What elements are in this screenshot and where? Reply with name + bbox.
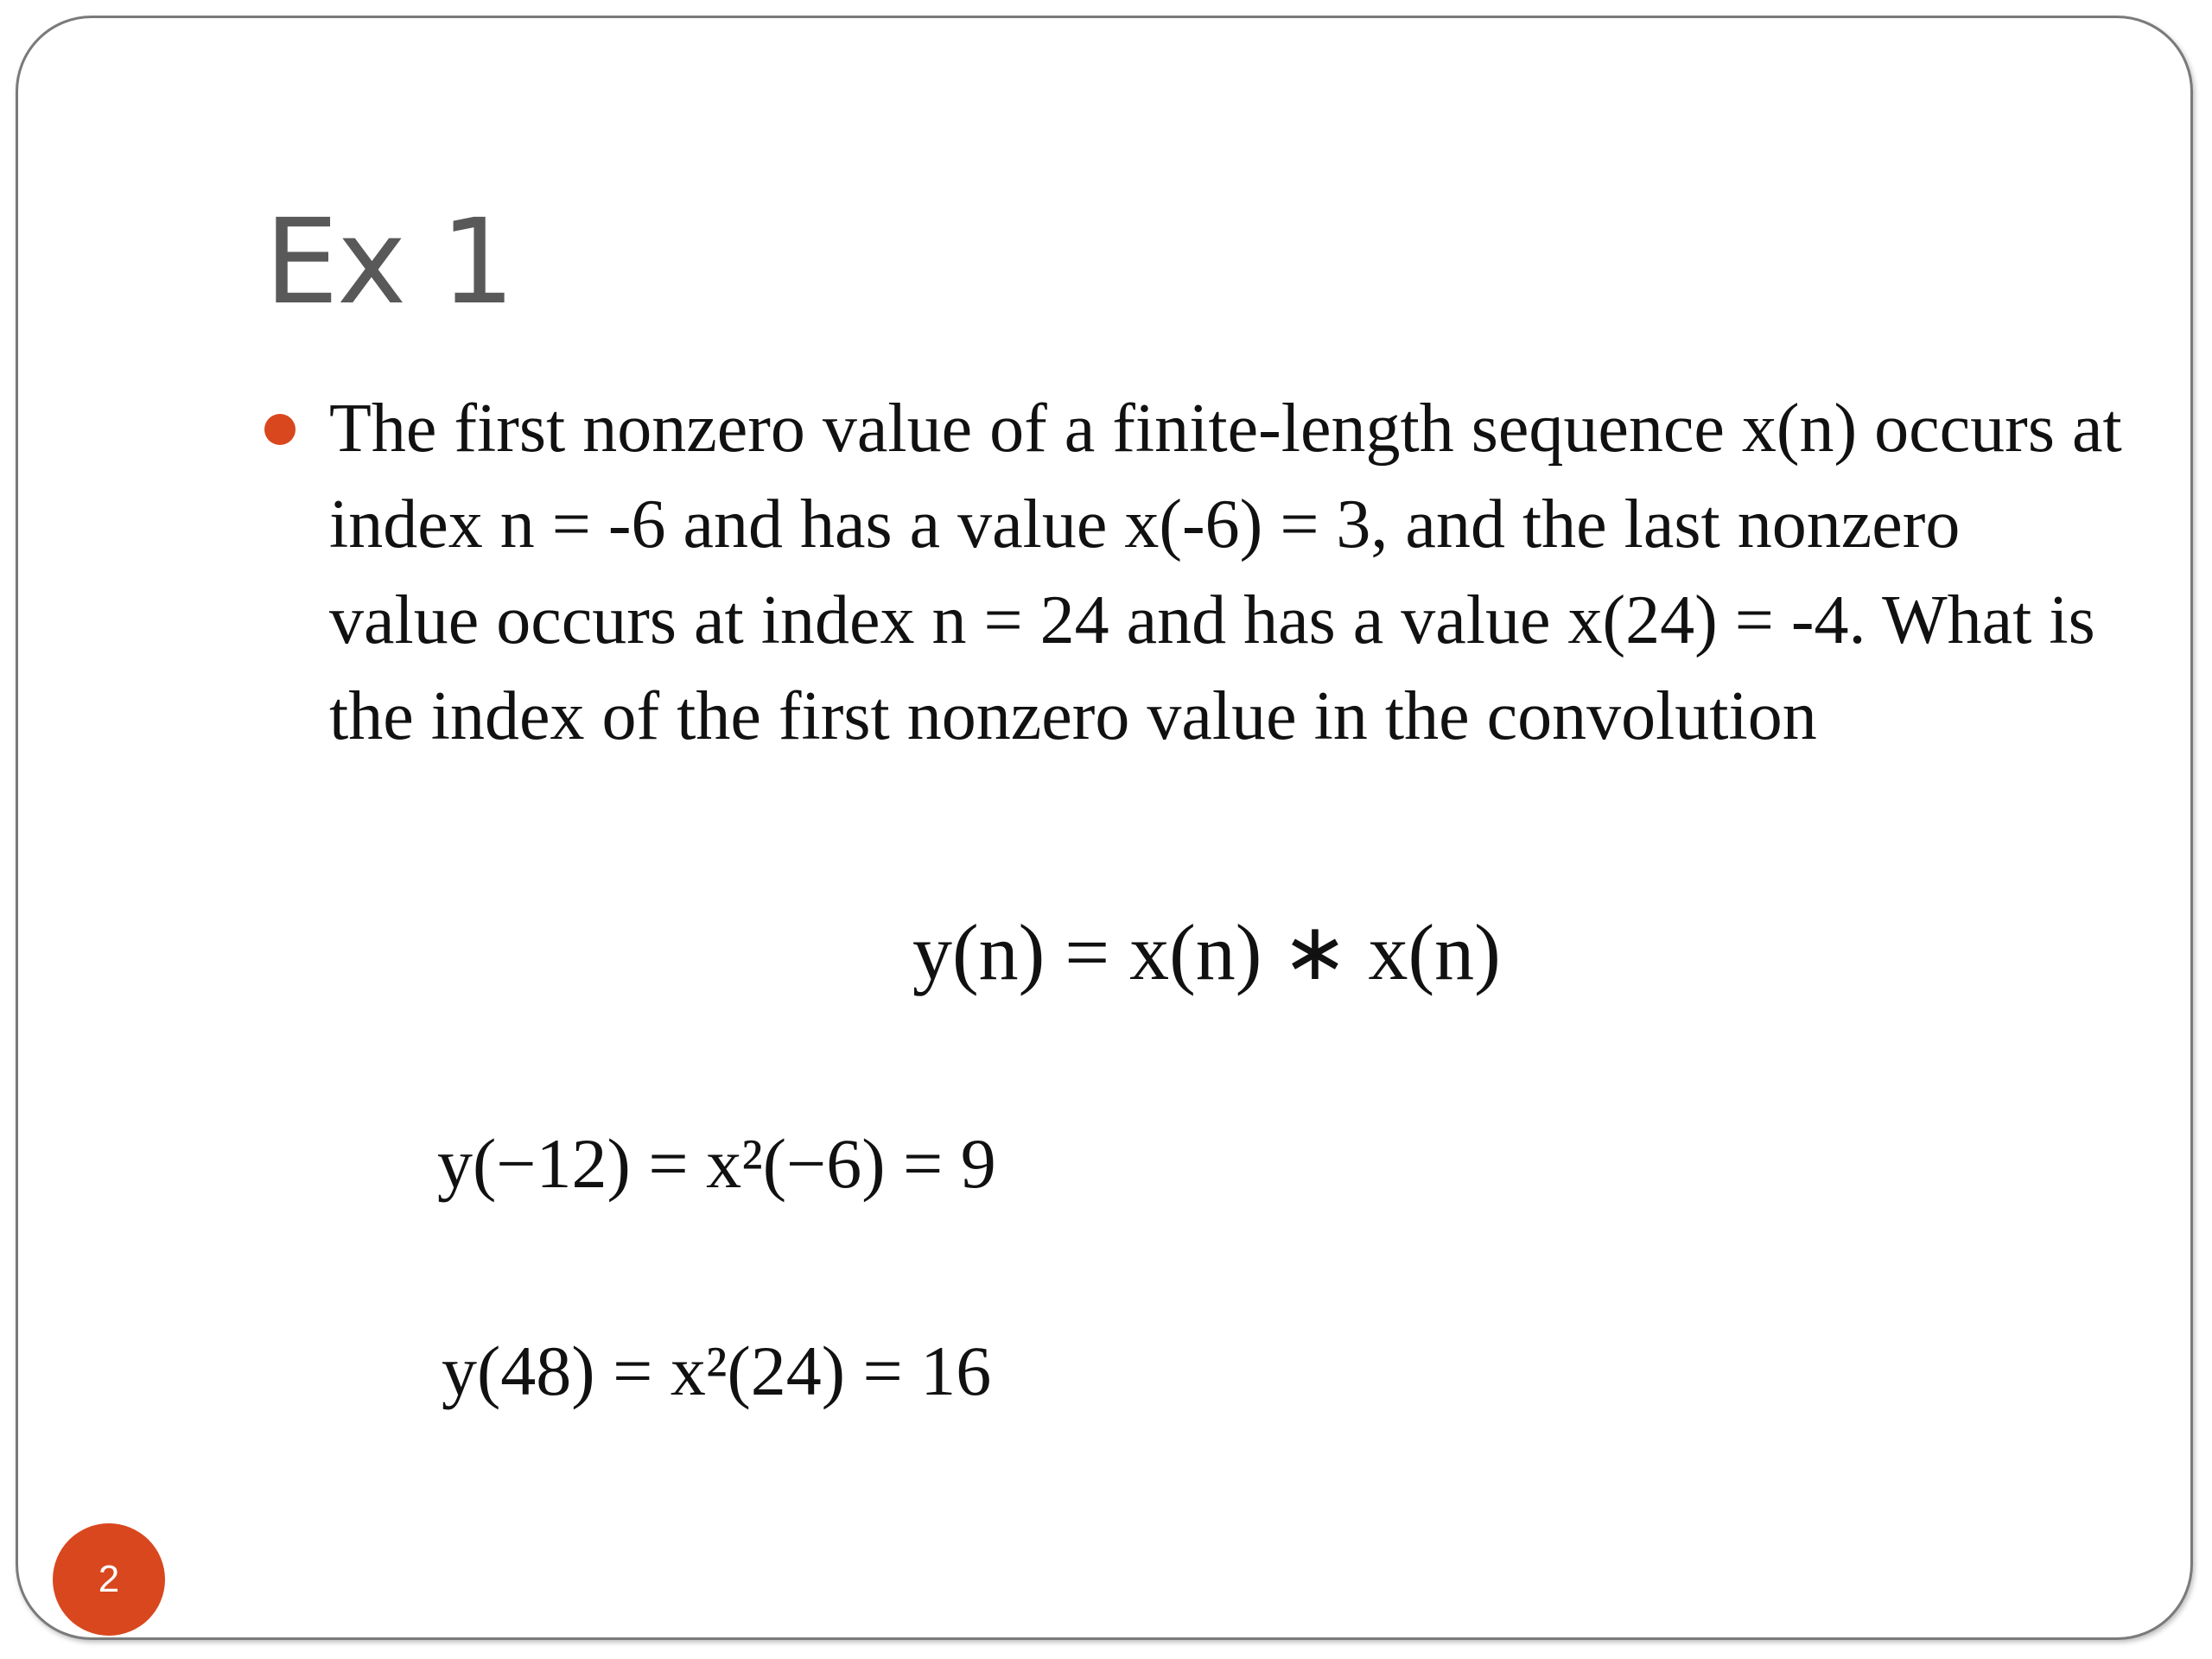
- convolution-equation: y(n) = x(n) ∗ x(n): [912, 908, 1501, 996]
- slide: [16, 16, 2193, 1640]
- first-nonzero-equation: y(−12) = x²(−6) = 9: [437, 1124, 996, 1203]
- slide-number-badge: [53, 1523, 165, 1636]
- bullet-text: The first nonzero value of a finite-length sequence x(n) occurs at index n = -6 and has a value x(-6) = 3, and the last nonzero value occurs at index n = 24 and has a value x(24) = -4. What is the index of the first nonzero value in the convolution: [329, 391, 2122, 754]
- slide-number: 2: [98, 1558, 120, 1600]
- slide-title: Ex 1: [264, 194, 514, 331]
- bullet-dot-icon: [264, 414, 296, 445]
- last-nonzero-equation: y(48) = x²(24) = 16: [442, 1332, 992, 1410]
